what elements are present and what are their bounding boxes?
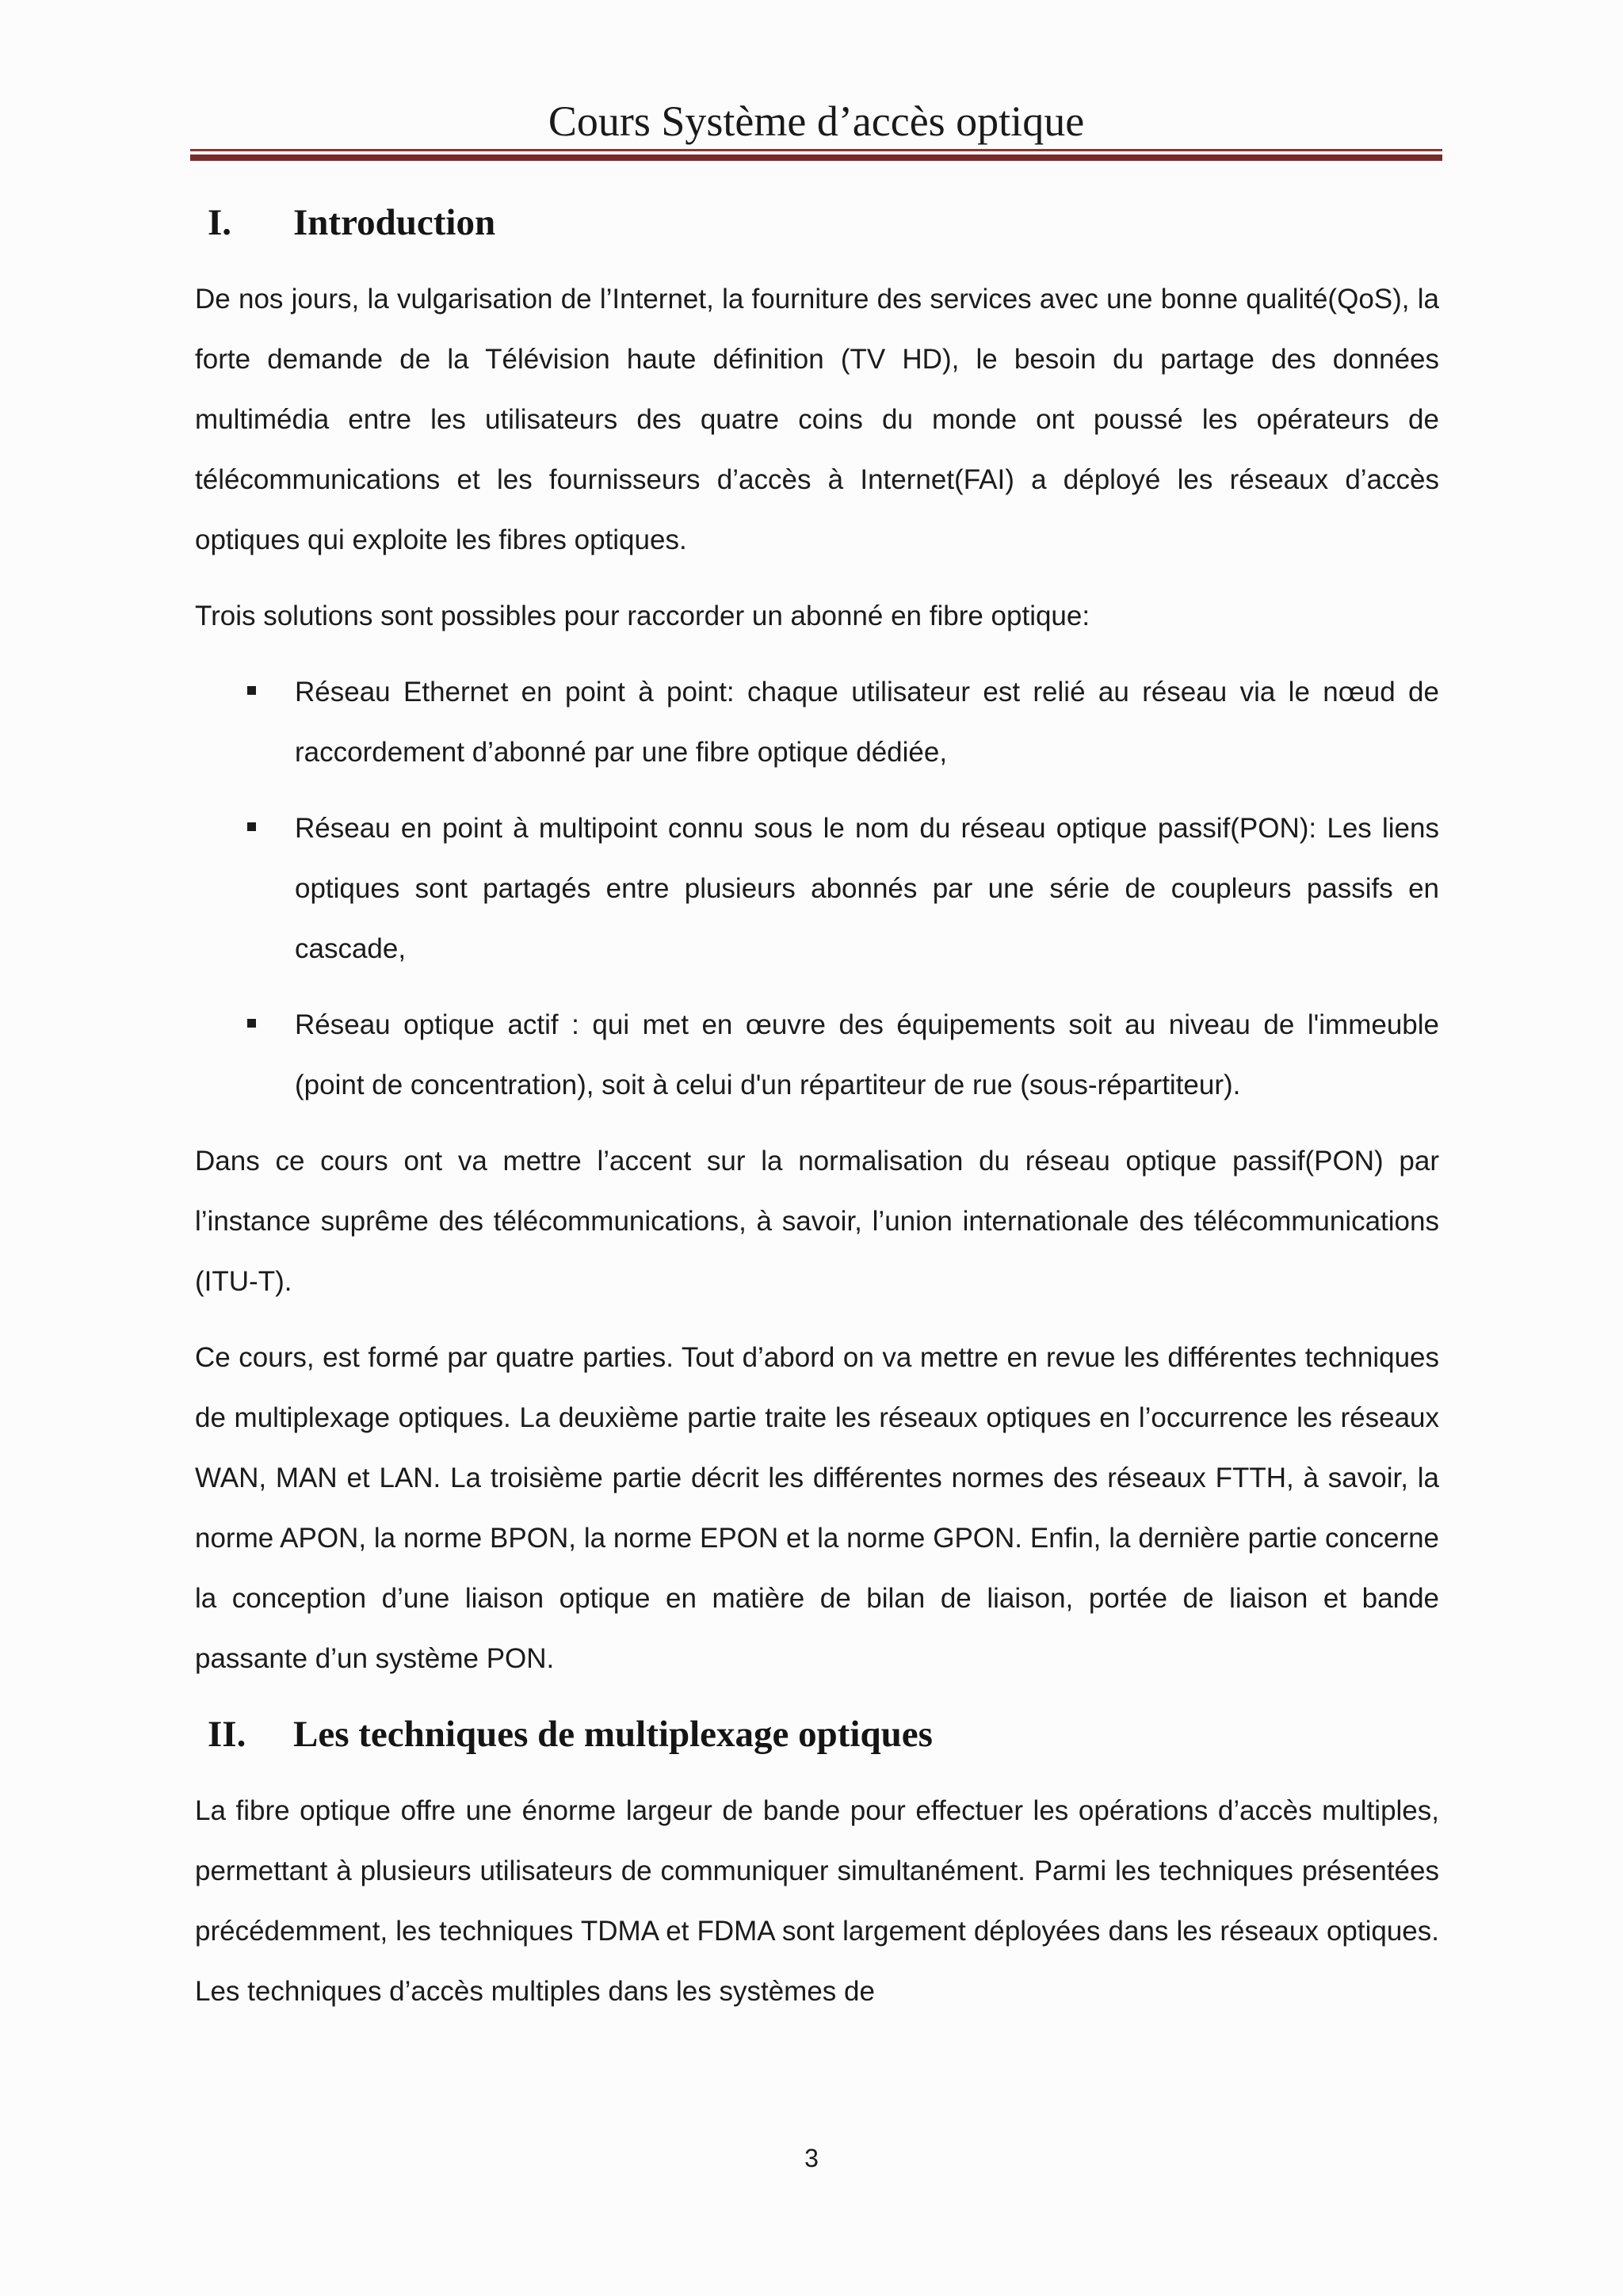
section-number: II. — [208, 1714, 246, 1755]
list-item — [195, 662, 1439, 783]
section-title: Les techniques de multiplexage optiques — [293, 1714, 933, 1755]
running-header-title: Cours Système d’accès optique — [548, 97, 1085, 145]
list-item — [195, 995, 1439, 1116]
multiplexage-paragraph-1: La fibre optique offre une énorme largeur de bande pour effectuer les opérations d’accès multiples, permettant à plusieurs utilisateurs de communiquer simultanément. Parmi les techniques présentées précédemment, les techniques TDMA et FDMA sont largement déployées dans les réseaux optiques. Les techniques d’accès multiples dans les systèmes de — [195, 1795, 1439, 2007]
section-number: I. — [208, 202, 232, 243]
section-heading-introduction — [195, 193, 1439, 252]
intro-paragraph-2: Trois solutions sont possibles pour raccorder un abonné en fibre optique: — [195, 601, 1090, 631]
list-item-text: Réseau Ethernet en point à point: chaque utilisateur est relié au réseau via le nœud de raccordement d’abonné par une fibre optique dédiée, — [295, 677, 1439, 768]
intro-paragraph-1: De nos jours, la vulgarisation de l’Internet, la fourniture des services avec une bonne qualité(QoS), la forte demande de la Télévision haute définition (TV HD), le besoin du partage des données multimédia entre les utilisateurs des quatre coins du monde ont poussé les opérateurs de télécommunications et les fournisseurs d’accès à Internet(FAI) a déployé les réseaux d’accès optiques qui exploite les fibres optiques. — [195, 284, 1439, 555]
solutions-list — [195, 662, 1439, 1116]
list-item-text: Réseau en point à multipoint connu sous le nom du réseau optique passif(PON): Les liens optiques sont partagés entre plusieurs abonnés par une série de coupleurs passifs en cascade, — [295, 813, 1439, 964]
header-rule-thin — [190, 149, 1442, 151]
square-bullet-icon — [247, 686, 256, 695]
list-item-text: Réseau optique actif : qui met en œuvre des équipements soit au niveau de l'immeuble (point de concentration), soit à celui d'un répartiteur de rue (sous-répartiteur). — [295, 1009, 1439, 1100]
section-title: Introduction — [293, 202, 496, 243]
intro-paragraph-4: Ce cours, est formé par quatre parties. Tout d’abord on va mettre en revue les différentes techniques de multiplexage optiques. La deuxième partie traite les réseaux optiques en l’occurrence les réseaux WAN, MAN et LAN. La troisième partie décrit les différentes normes des réseaux FTTH, à savoir, la norme APON, la norme BPON, la norme EPON et la norme GPON. Enfin, la dernière partie concerne la conception d’une liaison optique en matière de bilan de liaison, portée de liaison et bande passante d’un système PON. — [195, 1342, 1439, 1674]
page-number: 3 — [804, 2144, 819, 2172]
square-bullet-icon — [247, 1019, 256, 1028]
square-bullet-icon — [247, 822, 256, 831]
header-rule-thick — [190, 154, 1442, 161]
list-item — [195, 799, 1439, 979]
section-heading-multiplexage — [195, 1705, 1439, 1764]
page-body — [195, 193, 1439, 2022]
intro-paragraph-3: Dans ce cours ont va mettre l’accent sur la normalisation du réseau optique passif(PON) par l’instance suprême des télécommunications, à savoir, l’union internationale des télécommunications (ITU-T). — [195, 1146, 1439, 1297]
